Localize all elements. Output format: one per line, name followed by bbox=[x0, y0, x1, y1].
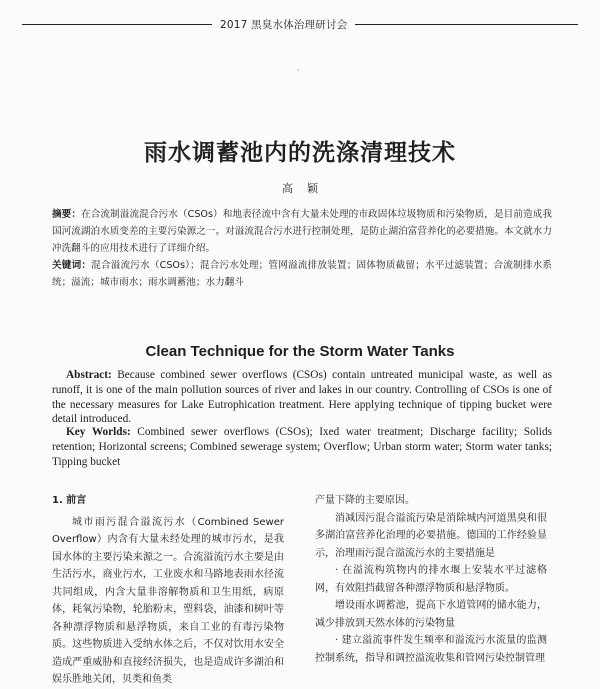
body-column-right bbox=[315, 492, 547, 667]
abstract-en-label: Abstract: bbox=[66, 369, 112, 381]
body-paragraph: · 建立溢流事件发生频率和溢流污水流量的监测控制系统，指导和调控溢流收集和管网污染控制管理 bbox=[315, 635, 547, 664]
keywords-cn bbox=[52, 257, 552, 291]
keywords-en-label: Key Worlds: bbox=[66, 426, 131, 438]
paper-title-en: Clean Technique for the Storm Water Tanks bbox=[145, 343, 455, 360]
keywords-en bbox=[52, 425, 552, 469]
running-header bbox=[22, 14, 578, 34]
section-heading: 1. 前言 bbox=[52, 495, 87, 506]
scan-dot: · bbox=[297, 66, 300, 75]
keywords-en-text: Combined sewer overflows (CSOs); Ixed water treatment; Discharge facility; Solids retention; Horizontal screens; Combined sewerage system; Overflow; Urban storm water; Storm water tanks; Tipping bucket bbox=[52, 426, 552, 468]
keywords-cn-text: 混合溢流污水（CSOs）；混合污水处理；管网溢流排放装置；固体物质截留；水平过滤装置；合流制排水系统；溢流；城市雨水；雨水调蓄池；水力翻斗 bbox=[52, 260, 552, 288]
author-name: 高颖 bbox=[282, 182, 332, 195]
abstract-cn bbox=[52, 206, 552, 257]
header-rule-right bbox=[355, 24, 578, 25]
abstract-cn-label: 摘要： bbox=[52, 209, 82, 220]
body-paragraph: 增设雨水调蓄池，提高下水道管网的储水能力，减少排放到天然水体的污染物量 bbox=[315, 600, 547, 629]
abstract-en bbox=[52, 368, 552, 427]
header-rule-left bbox=[22, 24, 212, 25]
body-column-left bbox=[52, 492, 284, 689]
paper-title-cn: 雨水调蓄池内的洗涤清理技术 bbox=[144, 139, 456, 166]
conference-name: 2017 黑臭水体治理研讨会 bbox=[220, 18, 348, 31]
abstract-cn-text: 在合流制溢流混合污水（CSOs）和地表径流中含有大量未处理的市政固体垃圾物质和污染物质，是目前造成我国河流湖泊水质变差的主要污染源之一。对溢流混合污水进行控制处理，是防止湖泊富营养化的必要措施。本文就水力冲洗翻斗的应用技术进行了详细介绍。 bbox=[52, 209, 552, 254]
abstract-en-text: Because combined sewer overflows (CSOs) contain untreated municipal waste, as well as runoff, it is one of the main pollution sources of river and lakes in our country. Controlling of CSOs is one of the necessary measures for Lake Eutrophication treatment. Here applying technique of tipping bucket were detail introduced. bbox=[52, 369, 552, 426]
body-paragraph: 消减因污混合溢流污染是消除城内河道黑臭和很多湖泊富营养化治理的必要措施。德国的工作经验显示，治理雨污混合溢流污水的主要措施是 bbox=[315, 512, 547, 559]
keywords-cn-label: 关键词： bbox=[52, 260, 92, 271]
body-paragraph: 产量下降的主要原因。 bbox=[315, 495, 415, 506]
body-paragraph: · 在溢流构筑物内的排水堰上安装水平过滤格网，有效阻挡截留各种漂浮物质和悬浮物质。 bbox=[315, 565, 547, 594]
body-paragraph: 城市雨污混合溢流污水（Combined Sewer Overflow）内含有大量未经处理的城市污水，是我国水体的主要污染来源之一。合流溢流污水主要是由生活污水，商业污水，工业废水和马路地表雨水径流共同组成，内含大量非溶解物质和卫生用纸，病原体，耗氧污染物，轮胎粉末，塑料袋，油漆和树叶等各种漂浮物质和悬浮物质，来自工业的有毒污染物质。这些物质进入受纳水体之后，不仅对饮用水安全造成严重威胁和直接经济损失，也是造成许多湖泊和娱乐胜地关闭，贝类和鱼类 bbox=[52, 516, 284, 685]
